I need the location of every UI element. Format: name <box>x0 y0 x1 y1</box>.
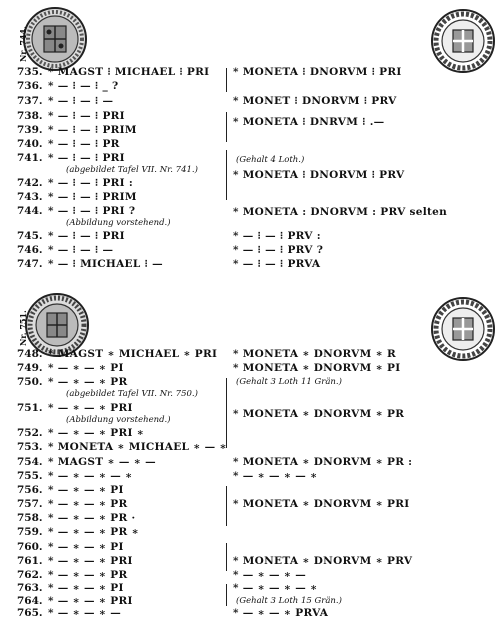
group-brace <box>226 584 227 606</box>
reverse-legend: * MONETA ⁝ DNORVM ⁝ PRI <box>233 66 402 78</box>
obverse-legend: * — ⁝ — ⁝ PR <box>48 138 120 150</box>
reverse-legend: * MONETA ∗ DNORVM ∗ R <box>233 348 397 360</box>
coin-entry-row <box>0 441 500 454</box>
entry-number: 744. <box>17 205 43 217</box>
group-brace <box>226 150 227 200</box>
coin-entry-row <box>0 230 500 243</box>
entry-number: 755. <box>17 470 43 482</box>
entry-number: 762. <box>17 569 43 581</box>
entry-number: 761. <box>17 555 43 567</box>
entry-number: 756. <box>17 484 43 496</box>
group-brace <box>226 486 227 526</box>
obverse-legend: * — ⁝ — ⁝ PRIM <box>48 191 137 203</box>
entry-number: 748. <box>17 348 43 360</box>
obverse-legend: * — ∗ — ∗ — <box>48 607 122 619</box>
assay-note: (Gehalt 4 Loth.) <box>236 155 305 165</box>
illustration-note-row <box>0 388 500 401</box>
entry-number: 737. <box>17 95 43 107</box>
coin-entry-row <box>0 191 500 204</box>
obverse-legend: * — ∗ — ∗ PR <box>48 498 128 510</box>
entry-number: 739. <box>17 124 43 136</box>
illustration-note: (abgebildet Tafel VII. Nr. 750.) <box>66 389 198 399</box>
reverse-legend: * — ∗ — ∗ — <box>233 569 307 581</box>
reverse-legend: * — ∗ — ∗ — ∗ <box>233 470 318 482</box>
coin-entry-row <box>0 607 500 620</box>
reverse-legend: * MONETA : DNORVM : PRV selten <box>233 206 448 218</box>
coin-entry-row <box>0 258 500 271</box>
entry-number: 760. <box>17 541 43 553</box>
group-brace <box>226 68 227 92</box>
group-brace <box>226 112 227 142</box>
entry-number: 740. <box>17 138 43 150</box>
reverse-legend: * — ⁝ — ⁝ PRV : <box>233 230 321 242</box>
entry-number: 752. <box>17 427 43 439</box>
reverse-legend: * MONETA ∗ DNORVM ∗ PRI <box>233 498 410 510</box>
coin-entry-row <box>0 138 500 151</box>
coin-entry-row <box>0 569 500 582</box>
obverse-legend: * — ∗ — ∗ PR <box>48 376 128 388</box>
coin-entry-row <box>0 555 500 568</box>
reverse-legend: * — ⁝ — ⁝ PRV ? <box>233 244 324 256</box>
reverse-legend: * MONETA ∗ DNORVM ∗ PR : <box>233 456 413 468</box>
assay-note: (Gehalt 3 Loth 15 Grän.) <box>236 596 342 606</box>
coin-entry-row <box>0 80 500 93</box>
reverse-legend: * — ⁝ — ⁝ PRVA <box>233 258 321 270</box>
obverse-legend: * — ⁝ — ⁝ PRI <box>48 110 125 122</box>
obverse-legend: * — ⁝ — ⁝ PRI <box>48 230 125 242</box>
coin-entry-row <box>0 470 500 483</box>
section-label: Nr. 744. <box>18 26 28 62</box>
entry-number: 735. <box>17 66 43 78</box>
reverse-legend: * MONETA ∗ DNORVM ∗ PI <box>233 362 401 374</box>
entry-number: 753. <box>17 441 43 453</box>
obverse-legend: * — ∗ — ∗ — ∗ <box>48 470 133 482</box>
entry-number: 757. <box>17 498 43 510</box>
obverse-legend: * MAGST ∗ — ∗ — <box>48 456 156 468</box>
entry-number: 745. <box>17 230 43 242</box>
obverse-legend: * MAGST ⁝ MICHAEL ⁝ PRI <box>48 66 210 78</box>
entry-number: 754. <box>17 456 43 468</box>
obverse-legend: * — ⁝ MICHAEL ⁝ — <box>48 258 163 270</box>
group-brace <box>226 543 227 571</box>
entry-number: 742. <box>17 177 43 189</box>
obverse-legend: * — ⁝ — ⁝ PRIM <box>48 124 137 136</box>
obverse-legend: * — ∗ — ∗ PI <box>48 484 124 496</box>
coin-entry-row <box>0 244 500 257</box>
reverse-legend: * MONETA ⁝ DNRVM ⁝ .— <box>233 116 385 128</box>
illustration-note: (Abbildung vorstehend.) <box>66 218 171 228</box>
entry-number: 758. <box>17 512 43 524</box>
assay-note: (Gehalt 3 Loth 11 Grän.) <box>236 377 342 387</box>
entry-number: 747. <box>17 258 43 270</box>
obverse-legend: * — ⁝ — ⁝ PRI <box>48 152 125 164</box>
obverse-legend: * MONETA ∗ MICHAEL ∗ — ∗ <box>48 441 227 453</box>
coin-entry-row <box>0 526 500 539</box>
obverse-legend: * — ∗ — ∗ PR ∗ <box>48 526 140 538</box>
obverse-legend: * — ∗ — ∗ PRI <box>48 595 133 607</box>
entry-number: 765. <box>17 607 43 619</box>
coin-entry-row <box>0 456 500 469</box>
illustration-note-row <box>0 414 500 427</box>
obverse-legend: * — ∗ — ∗ PRI <box>48 402 133 414</box>
coin-entry-row <box>0 362 500 375</box>
obverse-legend: * — ∗ — ∗ PRI ∗ <box>48 427 145 439</box>
entry-number: 741. <box>17 152 43 164</box>
reverse-legend: * — ∗ — ∗ — ∗ <box>233 582 318 594</box>
entry-number: 763. <box>17 582 43 594</box>
obverse-legend: * — ∗ — ∗ PI <box>48 541 124 553</box>
coin-entry-row <box>0 541 500 554</box>
reverse-legend: * MONET ⁝ DNORVM ⁝ PRV <box>233 95 397 107</box>
entry-number: 751. <box>17 402 43 414</box>
section-label: Nr. 751. <box>18 310 28 346</box>
obverse-legend: * — ∗ — ∗ PRI <box>48 555 133 567</box>
coin-entry-row <box>0 348 500 361</box>
coin-entry-row <box>0 124 500 137</box>
coin-entry-row <box>0 110 500 128</box>
entry-number: 750. <box>17 376 43 388</box>
entry-number: 738. <box>17 110 43 122</box>
entry-number: 743. <box>17 191 43 203</box>
coin-entry-row <box>0 582 500 595</box>
entry-number: 764. <box>17 595 43 607</box>
group-brace <box>226 378 227 448</box>
entry-number: 749. <box>17 362 43 374</box>
obverse-legend: * — ⁝ — ⁝ PRI ? <box>48 205 136 217</box>
obverse-legend: * — ⁝ — ⁝ _ ? <box>48 80 119 92</box>
illustration-note: (Abbildung vorstehend.) <box>66 415 171 425</box>
reverse-legend: * MONETA ∗ DNORVM ∗ PRV <box>233 555 413 567</box>
illustration-note-row <box>0 217 500 230</box>
coin-entry-row <box>0 95 500 108</box>
obverse-legend: * — ⁝ — ⁝ PRI : <box>48 177 134 189</box>
obverse-legend: * — ⁝ — ⁝ — <box>48 95 114 107</box>
reverse-legend: * — ∗ — ∗ PRVA <box>233 607 329 619</box>
obverse-legend: * — ∗ — ∗ PR · <box>48 512 136 524</box>
obverse-legend: * — ∗ — ∗ PR <box>48 569 128 581</box>
illustration-note: (abgebildet Tafel VII. Nr. 741.) <box>66 165 198 175</box>
obverse-legend: * MAGST ∗ MICHAEL ∗ PRI <box>48 348 218 360</box>
entry-number: 746. <box>17 244 43 256</box>
entry-number: 759. <box>17 526 43 538</box>
obverse-legend: * — ⁝ — ⁝ — <box>48 244 114 256</box>
obverse-legend: * — ∗ — ∗ PI <box>48 362 124 374</box>
coin-entry-row <box>0 66 500 79</box>
coin-entry-row <box>0 484 500 497</box>
reverse-legend: * MONETA ∗ DNORVM ∗ PR <box>233 408 405 420</box>
obverse-legend: * — ∗ — ∗ PI <box>48 582 124 594</box>
reverse-legend: * MONETA ⁝ DNORVM ⁝ PRV <box>233 169 405 181</box>
coin-entry-row <box>0 427 500 440</box>
entry-number: 736. <box>17 80 43 92</box>
